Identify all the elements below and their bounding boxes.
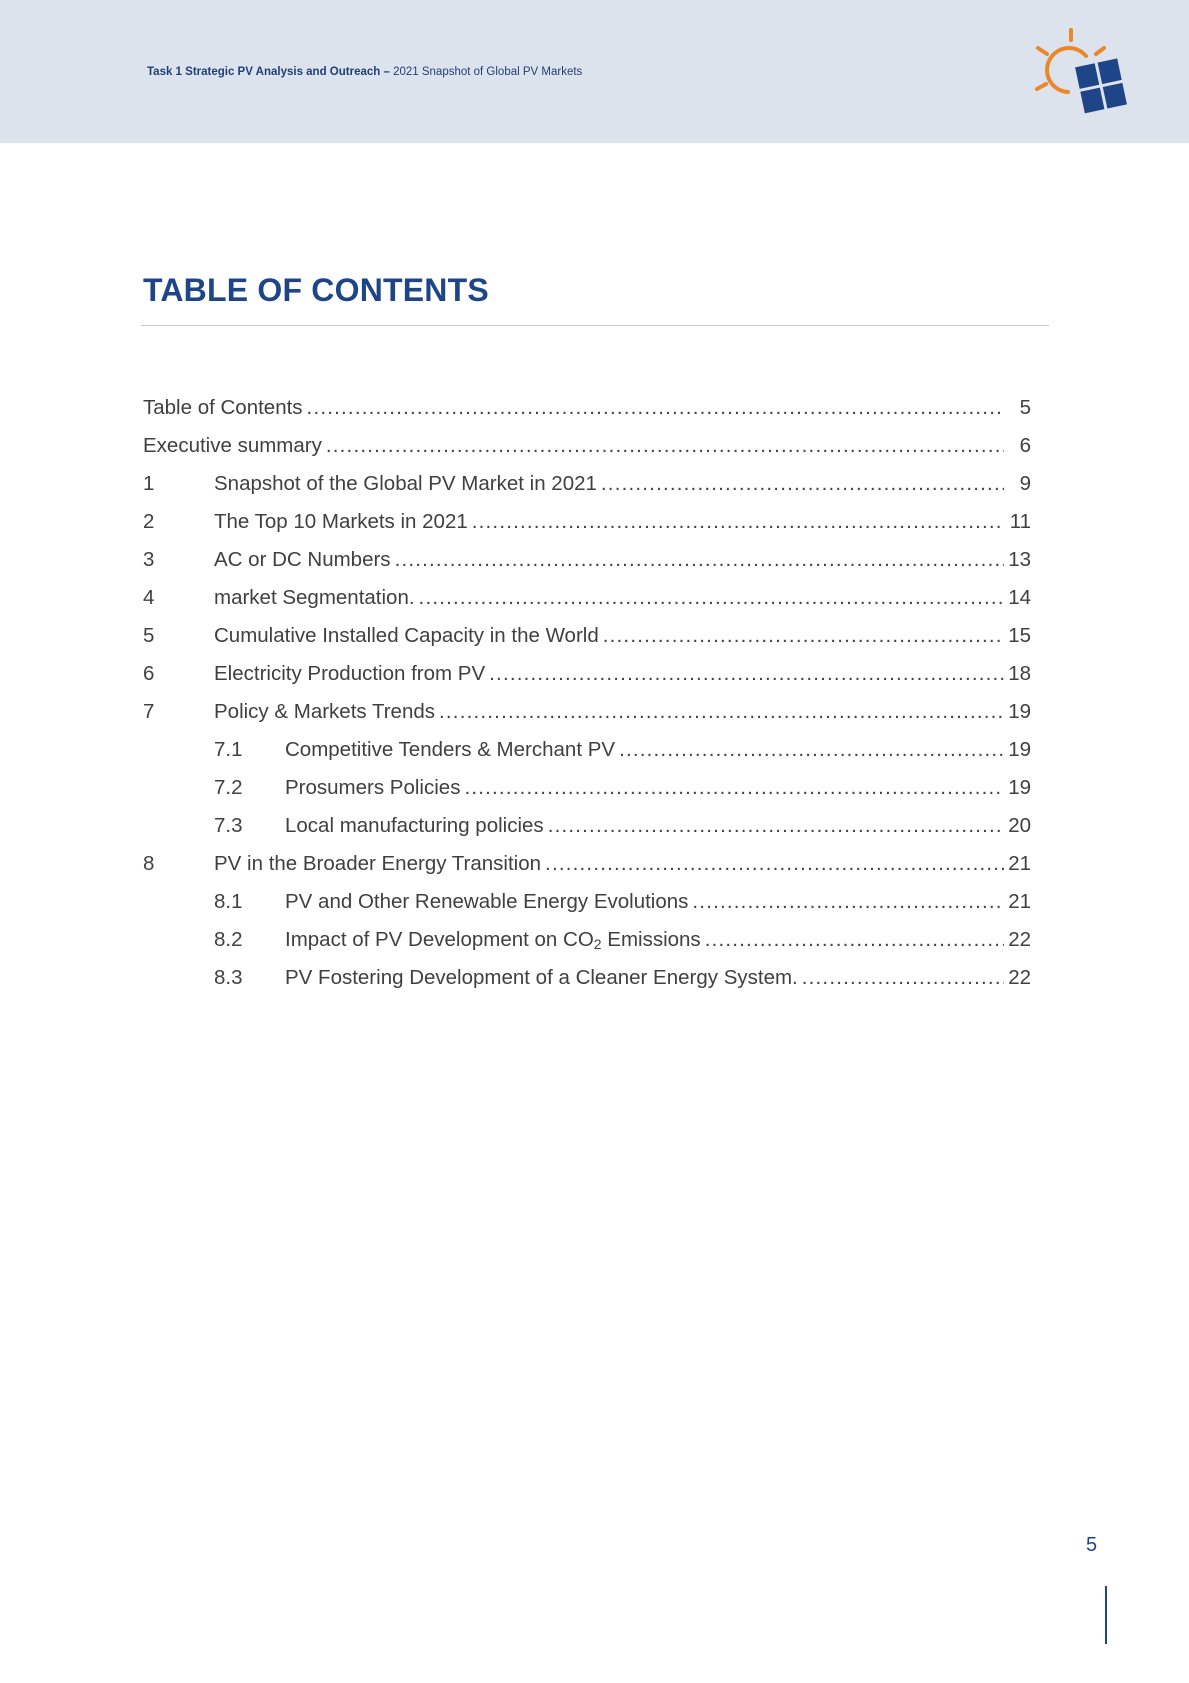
toc-entry-page: 9: [1019, 472, 1031, 495]
running-header-title: 2021 Snapshot of Global PV Markets: [393, 66, 583, 78]
toc-entry[interactable]: [143, 472, 1031, 510]
toc-entry-title-text: Executive summary: [143, 434, 322, 457]
toc-dot-leader: [705, 928, 1004, 952]
toc-entry[interactable]: [143, 662, 1031, 700]
toc-dot-leader: [548, 814, 1004, 838]
toc-dot-leader: [472, 510, 1004, 534]
toc-entry-title-subscript: 2: [593, 936, 602, 952]
toc-entry-title: [285, 738, 619, 762]
toc-entry-title: [214, 700, 439, 724]
toc-dot-leader: [464, 776, 1004, 800]
toc-entry[interactable]: [143, 624, 1031, 662]
toc-entry-title-text: Impact of PV Development on CO: [285, 928, 594, 951]
table-of-contents: [143, 396, 1031, 1004]
toc-entry-title: [285, 966, 802, 990]
toc-entry-number: 7.2: [214, 776, 243, 799]
toc-entry-page: 22: [1008, 966, 1031, 989]
header-band: [0, 0, 1189, 143]
toc-entry-title: [285, 928, 705, 952]
toc-dot-leader: [489, 662, 1004, 686]
toc-entry[interactable]: [143, 814, 1031, 852]
toc-dot-leader: [307, 396, 1004, 420]
toc-dot-leader: [545, 852, 1004, 876]
toc-entry-title: [214, 852, 545, 876]
toc-entry-page: 11: [1009, 510, 1031, 533]
toc-entry-title-text: Snapshot of the Global PV Market in 2021: [214, 472, 597, 495]
toc-entry[interactable]: [143, 738, 1031, 776]
toc-entry[interactable]: [143, 586, 1031, 624]
toc-entry-page: 19: [1008, 776, 1031, 799]
toc-entry[interactable]: [143, 966, 1031, 1004]
toc-entry-title: [214, 624, 603, 648]
toc-entry-title-text: Cumulative Installed Capacity in the World: [214, 624, 599, 647]
toc-dot-leader: [603, 624, 1004, 648]
toc-entry[interactable]: [143, 434, 1031, 472]
toc-dot-leader: [692, 890, 1004, 914]
toc-entry-title: [285, 776, 464, 800]
toc-entry-number: 3: [143, 548, 155, 571]
toc-dot-leader: [619, 738, 1004, 762]
toc-entry-title-text: PV Fostering Development of a Cleaner Energy System.: [285, 966, 798, 989]
page-number: 5: [1086, 1534, 1098, 1556]
toc-dot-leader: [395, 548, 1004, 572]
toc-entry-title-text: PV and Other Renewable Energy Evolutions: [285, 890, 689, 913]
toc-entry-title: [214, 662, 489, 686]
toc-entry-title-text: Competitive Tenders & Merchant PV: [285, 738, 616, 761]
toc-entry-number: 5: [143, 624, 155, 647]
toc-entry-title: [214, 510, 472, 534]
toc-entry[interactable]: [143, 510, 1031, 548]
toc-entry-number: 8.1: [214, 890, 243, 913]
toc-entry-page: 21: [1008, 890, 1031, 913]
toc-entry-page: 13: [1008, 548, 1031, 571]
page-number-bar: [1105, 1586, 1107, 1644]
toc-entry-title-text: Electricity Production from PV: [214, 662, 486, 685]
toc-entry-title: [214, 586, 419, 610]
toc-entry[interactable]: [143, 548, 1031, 586]
toc-dot-leader: [326, 434, 1004, 458]
toc-dot-leader: [419, 586, 1004, 610]
toc-entry-page: 14: [1008, 586, 1031, 609]
toc-entry-number: 6: [143, 662, 155, 685]
toc-entry-page: 19: [1008, 700, 1031, 723]
toc-entry[interactable]: [143, 928, 1031, 966]
toc-entry-title-text: AC or DC Numbers: [214, 548, 391, 571]
page-title: TABLE OF CONTENTS: [143, 272, 489, 308]
toc-entry-title-text: market Segmentation.: [214, 586, 415, 609]
toc-entry[interactable]: [143, 890, 1031, 928]
toc-entry-title-suffix: Emissions: [601, 928, 701, 951]
toc-entry-page: 15: [1008, 624, 1031, 647]
toc-entry-number: 4: [143, 586, 155, 609]
toc-entry-page: 19: [1008, 738, 1031, 761]
toc-entry-number: 7.1: [214, 738, 243, 761]
toc-entry-number: 2: [143, 510, 155, 533]
toc-entry-page: 18: [1008, 662, 1031, 685]
running-header: [147, 66, 582, 78]
toc-entry-number: 8.3: [214, 966, 243, 989]
running-header-bold: Task 1 Strategic PV Analysis and Outreach –: [147, 66, 394, 78]
toc-entry[interactable]: [143, 396, 1031, 434]
toc-entry-title-text: Policy & Markets Trends: [214, 700, 436, 723]
toc-entry-title: [285, 890, 692, 914]
toc-entry-page: 6: [1019, 434, 1031, 457]
toc-entry[interactable]: [143, 700, 1031, 738]
toc-entry-title-text: Prosumers Policies: [285, 776, 461, 799]
toc-entry-title: [143, 434, 326, 458]
toc-entry-page: 20: [1008, 814, 1031, 837]
toc-entry-title-text: PV in the Broader Energy Transition: [214, 852, 542, 875]
toc-entry-title: [285, 814, 548, 838]
title-divider: [141, 325, 1049, 326]
toc-entry-number: 7: [143, 700, 155, 723]
toc-entry-title-text: Table of Contents: [143, 396, 303, 419]
toc-dot-leader: [601, 472, 1004, 496]
toc-entry-page: 22: [1008, 928, 1031, 951]
toc-entry-number: 8.2: [214, 928, 243, 951]
toc-dot-leader: [439, 700, 1004, 724]
toc-entry-title: [214, 472, 601, 496]
toc-entry-number: 8: [143, 852, 155, 875]
toc-entry-title: [214, 548, 395, 572]
sun-solar-panel-logo-icon: [1028, 26, 1136, 122]
toc-dot-leader: [802, 966, 1004, 990]
toc-entry-title: [143, 396, 307, 420]
toc-entry-page: 5: [1019, 396, 1031, 419]
toc-entry[interactable]: [143, 852, 1031, 890]
toc-entry-number: 7.3: [214, 814, 243, 837]
toc-entry-title-text: The Top 10 Markets in 2021: [214, 510, 468, 533]
toc-entry-page: 21: [1008, 852, 1031, 875]
toc-entry-title-text: Local manufacturing policies: [285, 814, 544, 837]
toc-entry[interactable]: [143, 776, 1031, 814]
toc-entry-number: 1: [143, 472, 155, 495]
